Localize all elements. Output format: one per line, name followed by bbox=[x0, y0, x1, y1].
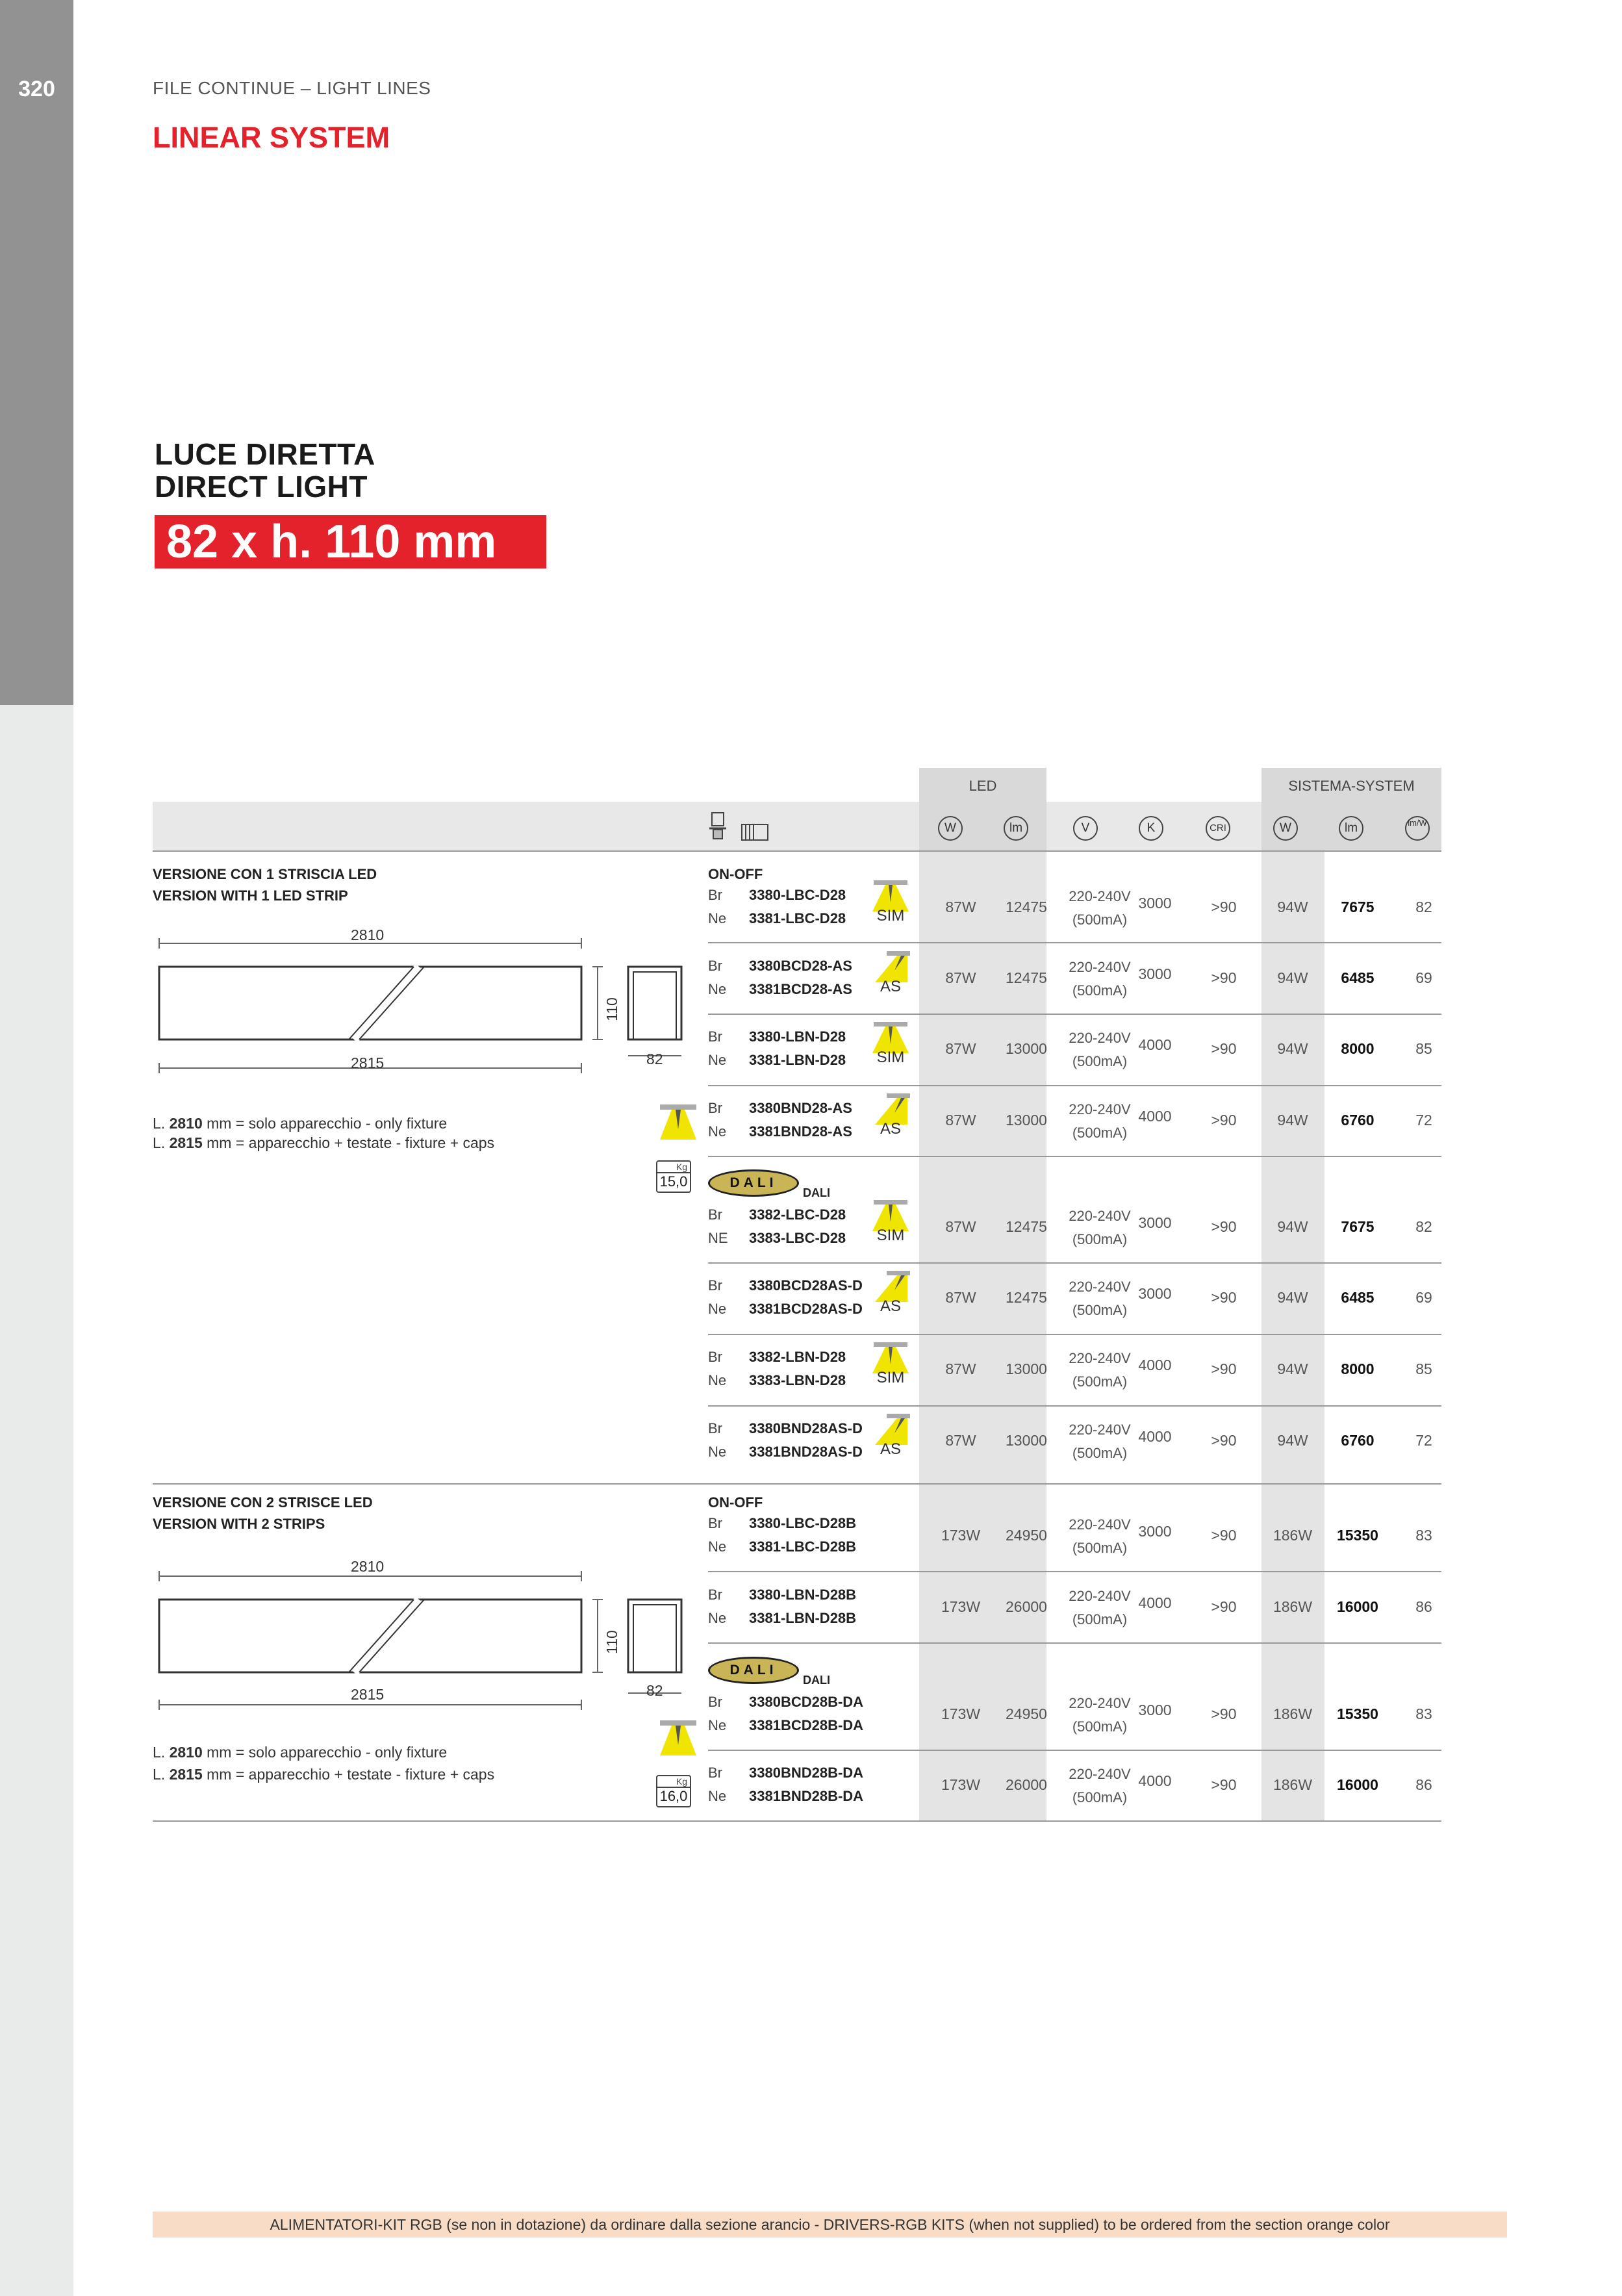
current: (500mA) bbox=[1072, 1053, 1128, 1069]
note-text: mm = solo apparecchio - only fixture bbox=[202, 1115, 448, 1132]
current: (500mA) bbox=[1072, 982, 1128, 999]
led-lumen: 24950 bbox=[1006, 1705, 1047, 1722]
row-divider bbox=[708, 1014, 1441, 1015]
efficacy: 72 bbox=[1415, 1112, 1432, 1129]
efficacy: 72 bbox=[1415, 1432, 1432, 1449]
note-prefix: L. bbox=[153, 1134, 170, 1151]
version2-note-caps bbox=[153, 1766, 494, 1783]
led-watt: 87W bbox=[945, 969, 976, 986]
section-label: FILE CONTINUE – LIGHT LINES bbox=[153, 78, 431, 98]
voltage: 220-240V bbox=[1069, 1422, 1131, 1438]
version2-label-en: VERSION WITH 2 STRIPS bbox=[153, 1516, 325, 1532]
led-watt: 87W bbox=[945, 1432, 976, 1449]
finish-label: Ne bbox=[708, 1788, 727, 1804]
system-lumen-icon: lm bbox=[1339, 816, 1363, 841]
cri-value: >90 bbox=[1211, 899, 1237, 915]
led-header-label: LED bbox=[969, 778, 997, 794]
version1-light-icon bbox=[656, 1103, 700, 1145]
efficacy: 85 bbox=[1415, 1360, 1432, 1377]
voltage: 220-240V bbox=[1069, 1695, 1131, 1711]
dimension-banner: 82 x h. 110 mm bbox=[155, 515, 546, 568]
color-temp: 3000 bbox=[1138, 965, 1172, 982]
efficacy-icon: lm/W bbox=[1405, 816, 1430, 841]
sim-optic-icon bbox=[868, 1342, 913, 1388]
weight-unit: Kg bbox=[676, 1776, 687, 1787]
product-code[interactable]: 3381BCD28B-DA bbox=[749, 1717, 864, 1733]
led-lumen: 13000 bbox=[1006, 1360, 1047, 1377]
led-watt: 87W bbox=[945, 1289, 976, 1306]
system-watt: 94W bbox=[1277, 1218, 1308, 1235]
finish-label: Br bbox=[708, 1694, 722, 1710]
efficacy: 86 bbox=[1415, 1776, 1432, 1793]
finish-label: Br bbox=[708, 1277, 722, 1294]
row-divider bbox=[708, 1334, 1441, 1335]
row-divider bbox=[708, 1405, 1441, 1407]
sim-optic-icon bbox=[868, 1200, 913, 1246]
led-lumen: 13000 bbox=[1006, 1040, 1047, 1057]
product-code[interactable]: 3380BCD28B-DA bbox=[749, 1694, 864, 1710]
finish-label: Br bbox=[708, 1349, 722, 1365]
product-code[interactable]: 3383-LBC-D28 bbox=[749, 1230, 846, 1246]
current: (500mA) bbox=[1072, 1445, 1128, 1461]
product-code[interactable]: 3381-LBN-D28 bbox=[749, 1052, 846, 1068]
version1-label-en: VERSION WITH 1 LED STRIP bbox=[153, 887, 348, 904]
system-watt: 94W bbox=[1277, 969, 1308, 986]
efficacy: 82 bbox=[1415, 1218, 1432, 1235]
finish-label: Br bbox=[708, 1587, 722, 1603]
product-code[interactable]: 3382-LBC-D28 bbox=[749, 1206, 846, 1223]
note-text: mm = solo apparecchio - only fixture bbox=[202, 1744, 448, 1761]
led-lumen: 12475 bbox=[1006, 899, 1047, 915]
finish-label: Ne bbox=[708, 1610, 727, 1626]
finish-label: NE bbox=[708, 1230, 728, 1246]
cri-icon: CRI bbox=[1206, 816, 1230, 841]
note-text: mm = apparecchio + testate - fixture + caps bbox=[202, 1766, 495, 1783]
system-watt: 94W bbox=[1277, 1432, 1308, 1449]
product-code[interactable]: 3381BCD28-AS bbox=[749, 981, 852, 997]
led-lumen: 26000 bbox=[1006, 1776, 1047, 1793]
version1-height: 110 bbox=[603, 997, 620, 1021]
led-lumen: 12475 bbox=[1006, 969, 1047, 986]
led-watt: 173W bbox=[941, 1598, 981, 1615]
svg-text:AS: AS bbox=[880, 978, 902, 994]
finish-label: Br bbox=[708, 1420, 722, 1436]
heading-luce-diretta: LUCE DIRETTA bbox=[155, 437, 375, 471]
row-divider bbox=[708, 1750, 1441, 1751]
system-header-label: SISTEMA-SYSTEM bbox=[1288, 778, 1415, 794]
current: (500mA) bbox=[1072, 1231, 1128, 1247]
color-temp: 3000 bbox=[1138, 895, 1172, 912]
cri-value: >90 bbox=[1211, 1289, 1237, 1306]
led-columns-shade bbox=[919, 851, 1046, 1821]
cri-value: >90 bbox=[1211, 1527, 1237, 1544]
led-lumen: 24950 bbox=[1006, 1527, 1047, 1544]
header-divider bbox=[153, 850, 1441, 852]
color-temp: 4000 bbox=[1138, 1772, 1172, 1789]
system-watt: 186W bbox=[1273, 1705, 1313, 1722]
current: (500mA) bbox=[1072, 1789, 1128, 1805]
efficacy: 69 bbox=[1415, 1289, 1432, 1306]
version1-drawing bbox=[153, 923, 711, 1095]
table-bottom-line bbox=[153, 1820, 1441, 1822]
as-optic-icon bbox=[868, 951, 913, 997]
svg-text:AS: AS bbox=[880, 1297, 902, 1314]
system-watt: 94W bbox=[1277, 1040, 1308, 1057]
voltage: 220-240V bbox=[1069, 1516, 1131, 1533]
version2-drawing bbox=[153, 1551, 711, 1724]
voltage: 220-240V bbox=[1069, 1588, 1131, 1604]
group-onoff-1: ON-OFF bbox=[708, 866, 763, 882]
finish-label: Ne bbox=[708, 1123, 727, 1140]
system-lumen: 15350 bbox=[1337, 1705, 1378, 1722]
version1-weight-icon bbox=[656, 1160, 691, 1193]
version1-width: 82 bbox=[646, 1051, 663, 1067]
led-watt: 173W bbox=[941, 1776, 981, 1793]
color-temp: 4000 bbox=[1138, 1594, 1172, 1611]
product-code[interactable]: 3380-LBC-D28B bbox=[749, 1515, 857, 1531]
system-watt: 186W bbox=[1273, 1776, 1313, 1793]
version2-weight-icon bbox=[656, 1775, 691, 1807]
product-code[interactable]: 3381BCD28AS-D bbox=[749, 1301, 863, 1317]
version1-dim-bottom: 2815 bbox=[351, 1054, 385, 1071]
system-watt-icon: W bbox=[1273, 816, 1298, 841]
current: (500mA) bbox=[1072, 1540, 1128, 1556]
voltage: 220-240V bbox=[1069, 888, 1131, 904]
kelvin-icon: K bbox=[1139, 816, 1163, 841]
sidebar-top-block bbox=[0, 0, 73, 705]
version1-dim-top: 2810 bbox=[351, 926, 385, 943]
version1-label-it: VERSIONE CON 1 STRISCIA LED bbox=[153, 866, 377, 882]
version2-dim-top: 2810 bbox=[351, 1558, 385, 1575]
installation-icon bbox=[708, 809, 773, 848]
product-code[interactable]: 3380BND28AS-D bbox=[749, 1420, 863, 1436]
product-code[interactable]: 3380-LBN-D28B bbox=[749, 1587, 857, 1603]
dali-label-1: DALI bbox=[803, 1186, 830, 1199]
system-w-column-shade bbox=[1261, 851, 1324, 1821]
version2-light-icon bbox=[656, 1719, 700, 1761]
dali-label-2: DALI bbox=[803, 1674, 830, 1687]
finish-label: Ne bbox=[708, 1372, 727, 1388]
system-watt: 94W bbox=[1277, 1289, 1308, 1306]
voltage: 220-240V bbox=[1069, 1208, 1131, 1224]
version2-label-it: VERSIONE CON 2 STRISCE LED bbox=[153, 1494, 373, 1511]
dali-badge-2: DALI bbox=[708, 1657, 799, 1684]
weight-value: 15,0 bbox=[657, 1172, 690, 1190]
led-watt: 87W bbox=[945, 1040, 976, 1057]
group-onoff-2: ON-OFF bbox=[708, 1494, 763, 1511]
heading-direct-light: DIRECT LIGHT bbox=[155, 470, 368, 504]
voltage: 220-240V bbox=[1069, 959, 1131, 975]
system-lumen: 16000 bbox=[1337, 1776, 1378, 1793]
system-watt: 94W bbox=[1277, 899, 1308, 915]
current: (500mA) bbox=[1072, 912, 1128, 928]
page-number: 320 bbox=[18, 77, 55, 101]
voltage: 220-240V bbox=[1069, 1350, 1131, 1366]
cri-value: >90 bbox=[1211, 1360, 1237, 1377]
svg-text:AS: AS bbox=[880, 1440, 902, 1457]
system-lumen: 6760 bbox=[1341, 1112, 1375, 1129]
system-lumen: 6485 bbox=[1341, 969, 1375, 986]
note-value: 2810 bbox=[169, 1744, 203, 1761]
finish-label: Br bbox=[708, 887, 722, 903]
product-code[interactable]: 3380-LBC-D28 bbox=[749, 887, 846, 903]
sim-optic-icon bbox=[868, 880, 913, 926]
finish-label: Br bbox=[708, 1515, 722, 1531]
system-watt: 94W bbox=[1277, 1360, 1308, 1377]
led-lumen: 12475 bbox=[1006, 1289, 1047, 1306]
system-watt: 94W bbox=[1277, 1112, 1308, 1129]
cri-value: >90 bbox=[1211, 1432, 1237, 1449]
finish-label: Ne bbox=[708, 981, 727, 997]
as-optic-icon bbox=[868, 1414, 913, 1460]
cri-value: >90 bbox=[1211, 1040, 1237, 1057]
note-prefix: L. bbox=[153, 1766, 170, 1783]
system-lumen: 16000 bbox=[1337, 1598, 1378, 1615]
efficacy: 86 bbox=[1415, 1598, 1432, 1615]
color-temp: 4000 bbox=[1138, 1428, 1172, 1445]
product-code[interactable]: 3381-LBC-D28B bbox=[749, 1538, 857, 1555]
svg-text:AS: AS bbox=[880, 1120, 902, 1136]
product-code[interactable]: 3381BND28AS-D bbox=[749, 1444, 863, 1460]
system-lumen: 7675 bbox=[1341, 899, 1375, 915]
voltage-icon: V bbox=[1073, 816, 1098, 841]
watt-icon: W bbox=[938, 816, 963, 841]
current: (500mA) bbox=[1072, 1718, 1128, 1735]
cri-value: >90 bbox=[1211, 1776, 1237, 1793]
note-value: 2815 bbox=[169, 1134, 203, 1151]
led-lumen: 12475 bbox=[1006, 1218, 1047, 1235]
voltage: 220-240V bbox=[1069, 1030, 1131, 1046]
note-value: 2815 bbox=[169, 1766, 203, 1783]
efficacy: 85 bbox=[1415, 1040, 1432, 1057]
product-code[interactable]: 3380-LBN-D28 bbox=[749, 1028, 846, 1045]
cri-value: >90 bbox=[1211, 1705, 1237, 1722]
brand-title: LINEAR SYSTEM bbox=[153, 121, 390, 154]
finish-label: Ne bbox=[708, 1538, 727, 1555]
product-code[interactable]: 3383-LBN-D28 bbox=[749, 1372, 846, 1388]
current: (500mA) bbox=[1072, 1373, 1128, 1390]
lumen-icon: lm bbox=[1004, 816, 1028, 841]
finish-label: Ne bbox=[708, 1301, 727, 1317]
finish-label: Ne bbox=[708, 910, 727, 926]
current: (500mA) bbox=[1072, 1611, 1128, 1627]
system-lumen: 8000 bbox=[1341, 1360, 1375, 1377]
color-temp: 3000 bbox=[1138, 1523, 1172, 1540]
note-prefix: L. bbox=[153, 1115, 170, 1132]
led-watt: 173W bbox=[941, 1705, 981, 1722]
version2-width: 82 bbox=[646, 1682, 663, 1699]
led-watt: 87W bbox=[945, 1112, 976, 1129]
system-lumen: 6485 bbox=[1341, 1289, 1375, 1306]
finish-label: Ne bbox=[708, 1444, 727, 1460]
system-lumen: 7675 bbox=[1341, 1218, 1375, 1235]
product-code[interactable]: 3380BCD28-AS bbox=[749, 958, 852, 974]
current: (500mA) bbox=[1072, 1302, 1128, 1318]
finish-label: Br bbox=[708, 958, 722, 974]
row-divider bbox=[708, 1085, 1441, 1086]
color-temp: 4000 bbox=[1138, 1357, 1172, 1373]
efficacy: 82 bbox=[1415, 899, 1432, 915]
row-divider bbox=[708, 1156, 1441, 1157]
dali-badge-1: DALI bbox=[708, 1169, 799, 1197]
version2-note-fixture bbox=[153, 1744, 447, 1761]
version2-height: 110 bbox=[603, 1630, 620, 1654]
row-divider bbox=[708, 1571, 1441, 1572]
finish-label: Br bbox=[708, 1100, 722, 1116]
version-divider bbox=[153, 1483, 1441, 1485]
cri-value: >90 bbox=[1211, 969, 1237, 986]
product-code[interactable]: 3381-LBN-D28B bbox=[749, 1610, 857, 1626]
system-watt: 186W bbox=[1273, 1527, 1313, 1544]
as-optic-icon bbox=[868, 1093, 913, 1140]
efficacy: 83 bbox=[1415, 1705, 1432, 1722]
system-lumen: 8000 bbox=[1341, 1040, 1375, 1057]
product-code[interactable]: 3380BND28-AS bbox=[749, 1100, 852, 1116]
cri-value: >90 bbox=[1211, 1218, 1237, 1235]
row-divider bbox=[708, 942, 1441, 943]
finish-label: Br bbox=[708, 1206, 722, 1223]
product-code[interactable]: 3380BND28B-DA bbox=[749, 1765, 864, 1781]
product-code[interactable]: 3380BCD28AS-D bbox=[749, 1277, 863, 1294]
led-lumen: 13000 bbox=[1006, 1112, 1047, 1129]
version1-note-fixture bbox=[153, 1115, 447, 1132]
cri-value: >90 bbox=[1211, 1112, 1237, 1129]
product-code[interactable]: 3381-LBC-D28 bbox=[749, 910, 846, 926]
as-optic-icon bbox=[868, 1271, 913, 1317]
svg-text:SIM: SIM bbox=[876, 1049, 905, 1065]
weight-value: 16,0 bbox=[657, 1787, 690, 1805]
note-text: mm = apparecchio + testate - fixture + caps bbox=[202, 1134, 495, 1151]
color-temp: 4000 bbox=[1138, 1108, 1172, 1125]
version1-note-caps bbox=[153, 1134, 494, 1152]
color-temp: 3000 bbox=[1138, 1285, 1172, 1302]
color-temp: 3000 bbox=[1138, 1214, 1172, 1231]
finish-label: Br bbox=[708, 1028, 722, 1045]
led-watt: 87W bbox=[945, 1218, 976, 1235]
weight-unit: Kg bbox=[676, 1162, 687, 1172]
led-watt: 173W bbox=[941, 1527, 981, 1544]
svg-text:SIM: SIM bbox=[876, 907, 905, 923]
voltage: 220-240V bbox=[1069, 1766, 1131, 1782]
note-value: 2810 bbox=[169, 1115, 203, 1132]
led-watt: 87W bbox=[945, 1360, 976, 1377]
voltage: 220-240V bbox=[1069, 1101, 1131, 1117]
product-code[interactable]: 3382-LBN-D28 bbox=[749, 1349, 846, 1365]
finish-label: Ne bbox=[708, 1052, 727, 1068]
efficacy: 69 bbox=[1415, 969, 1432, 986]
product-code[interactable]: 3381BND28-AS bbox=[749, 1123, 852, 1140]
row-divider bbox=[708, 1642, 1441, 1644]
sim-optic-icon bbox=[868, 1022, 913, 1068]
current: (500mA) bbox=[1072, 1125, 1128, 1141]
system-lumen: 6760 bbox=[1341, 1432, 1375, 1449]
led-lumen: 13000 bbox=[1006, 1432, 1047, 1449]
version2-dim-bottom: 2815 bbox=[351, 1686, 385, 1703]
finish-label: Br bbox=[708, 1765, 722, 1781]
system-watt: 186W bbox=[1273, 1598, 1313, 1615]
system-lumen: 15350 bbox=[1337, 1527, 1378, 1544]
product-code[interactable]: 3381BND28B-DA bbox=[749, 1788, 864, 1804]
note-prefix: L. bbox=[153, 1744, 170, 1761]
finish-label: Ne bbox=[708, 1717, 727, 1733]
row-divider bbox=[708, 1262, 1441, 1264]
efficacy: 83 bbox=[1415, 1527, 1432, 1544]
svg-text:SIM: SIM bbox=[876, 1227, 905, 1243]
color-temp: 3000 bbox=[1138, 1702, 1172, 1718]
svg-text:SIM: SIM bbox=[876, 1369, 905, 1385]
voltage: 220-240V bbox=[1069, 1279, 1131, 1295]
footer-note: ALIMENTATORI-KIT RGB (se non in dotazione) da ordinare dalla sezione arancio - DRIVERS-RGB KITS (when not supplied) to be ordered from the section orange color bbox=[270, 2216, 1390, 2233]
table-header-strip bbox=[153, 802, 1441, 851]
led-watt: 87W bbox=[945, 899, 976, 915]
led-lumen: 26000 bbox=[1006, 1598, 1047, 1615]
color-temp: 4000 bbox=[1138, 1036, 1172, 1053]
cri-value: >90 bbox=[1211, 1598, 1237, 1615]
